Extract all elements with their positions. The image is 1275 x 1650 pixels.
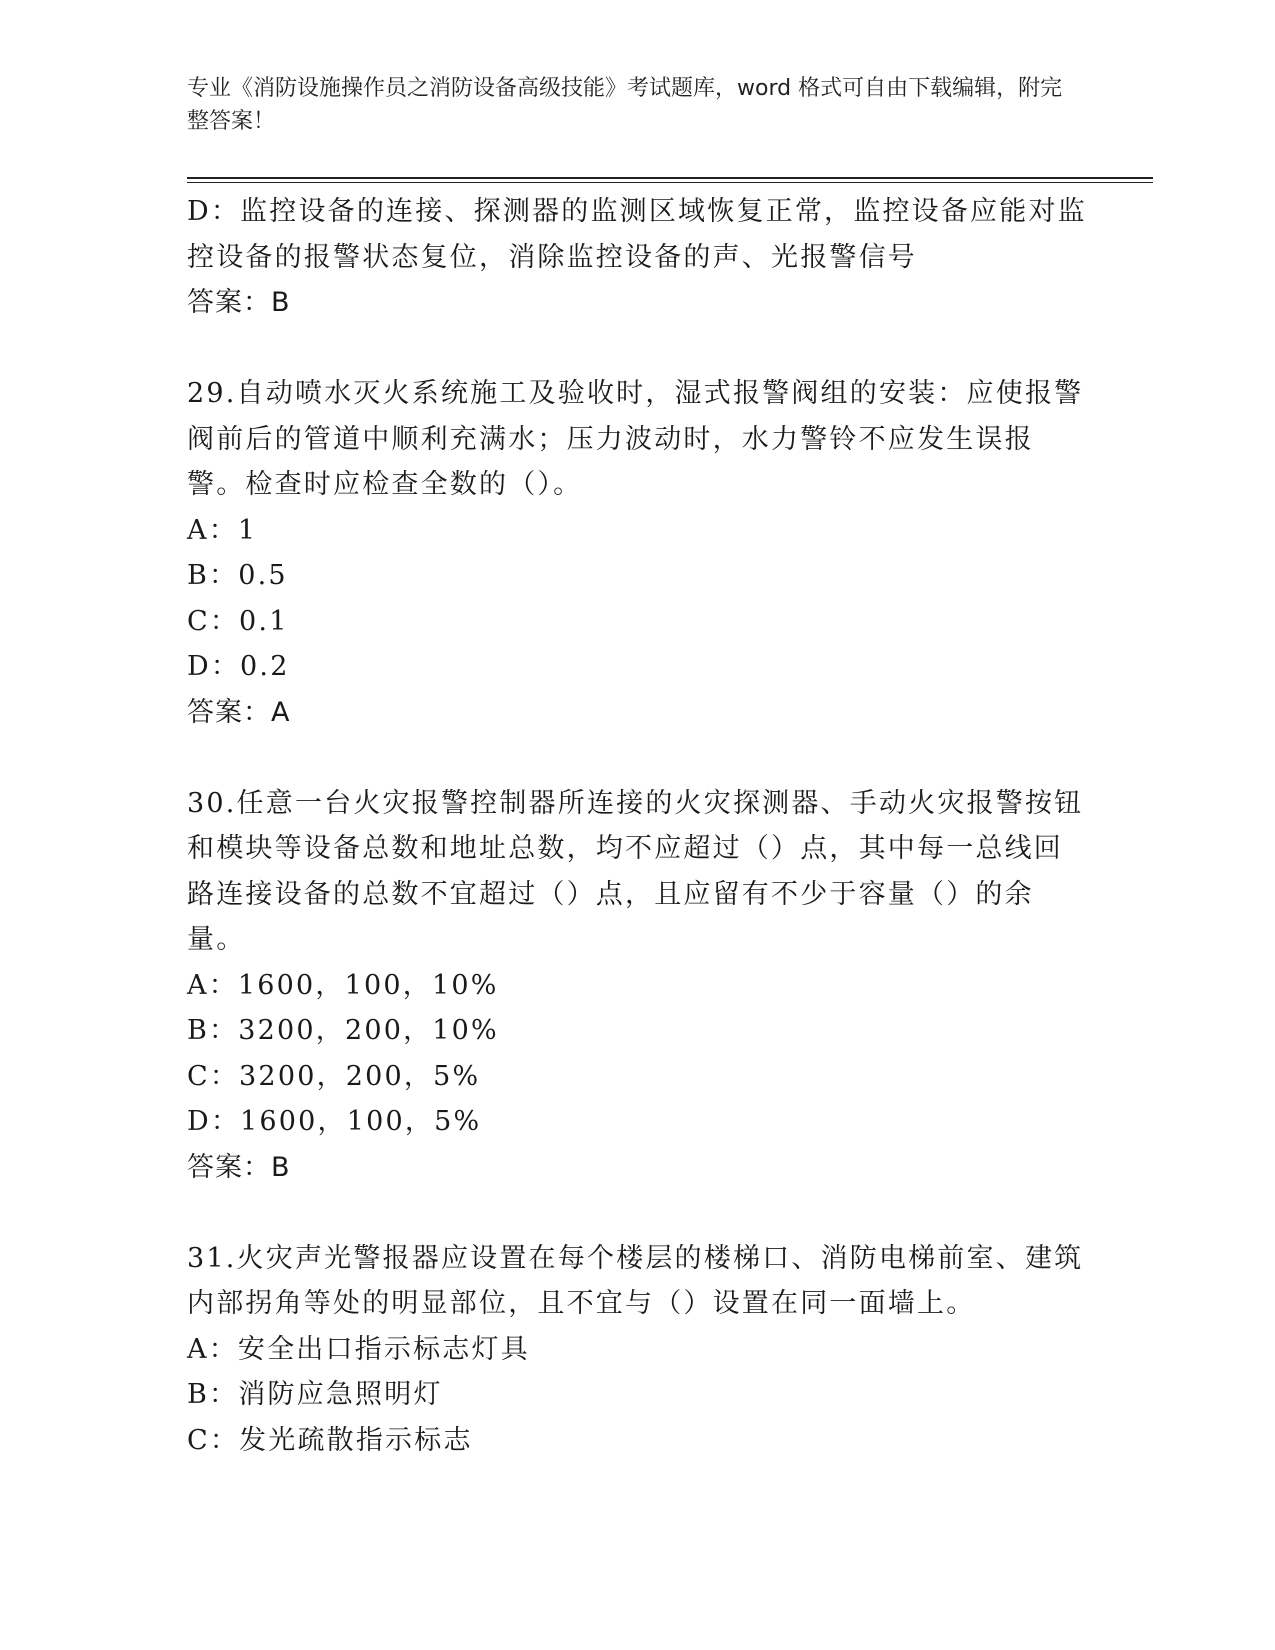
option-a: A：1 bbox=[187, 514, 258, 546]
option-b: B：0.5 bbox=[187, 560, 288, 591]
option-d: D：0.2 bbox=[187, 651, 290, 682]
option-c: C：发光疏散指示标志 bbox=[187, 1424, 473, 1456]
question-stem: 29.自动喷水灭火系统施工及验收时，湿式报警阀组的安装：应使报警阀前后的管道中顺利充满水；压力波动时，水力警铃不应发生误报警。检查时应检查全数的（）。 bbox=[187, 378, 1084, 500]
question-31 bbox=[187, 1236, 1087, 1464]
header-rule-thick bbox=[187, 177, 1153, 179]
header-rule-thin bbox=[187, 182, 1153, 183]
option-b: B：3200，200，10% bbox=[187, 1015, 499, 1046]
option-c: C：0.1 bbox=[187, 605, 289, 637]
document-body bbox=[187, 189, 1087, 1463]
option-d: D：1600，100，5% bbox=[187, 1106, 482, 1137]
option-a: A：安全出口指示标志灯具 bbox=[187, 1333, 530, 1365]
question-29 bbox=[187, 371, 1087, 735]
question-30 bbox=[187, 781, 1087, 1191]
continued-answer: 答案：B bbox=[187, 287, 291, 318]
answer: 答案：A bbox=[187, 696, 291, 728]
page-header: 专业《消防设施操作员之消防设备高级技能》考试题库，word 格式可自由下载编辑，附完整答案！ bbox=[187, 76, 1063, 134]
answer: 答案：B bbox=[187, 1151, 291, 1183]
option-b: B：消防应急照明灯 bbox=[187, 1379, 443, 1410]
question-stem: 31.火灾声光警报器应设置在每个楼层的楼梯口、消防电梯前室、建筑内部拐角等处的明显部位，且不宜与（）设置在同一面墙上。 bbox=[187, 1242, 1084, 1319]
option-a: A：1600，100，10% bbox=[187, 969, 499, 1001]
option-c: C：3200，200，5% bbox=[187, 1060, 481, 1092]
question-stem: 30.任意一台火灾报警控制器所连接的火灾探测器、手动火灾报警按钮和模块等设备总数和地址总数，均不应超过（）点，其中每一总线回路连接设备的总数不宜超过（）点，且应留有不少于容量（）的余量。 bbox=[187, 787, 1084, 955]
continued-option-d: D：监控设备的连接、探测器的监测区域恢复正常，监控设备应能对监控设备的报警状态复位，消除监控设备的声、光报警信号 bbox=[187, 196, 1087, 273]
